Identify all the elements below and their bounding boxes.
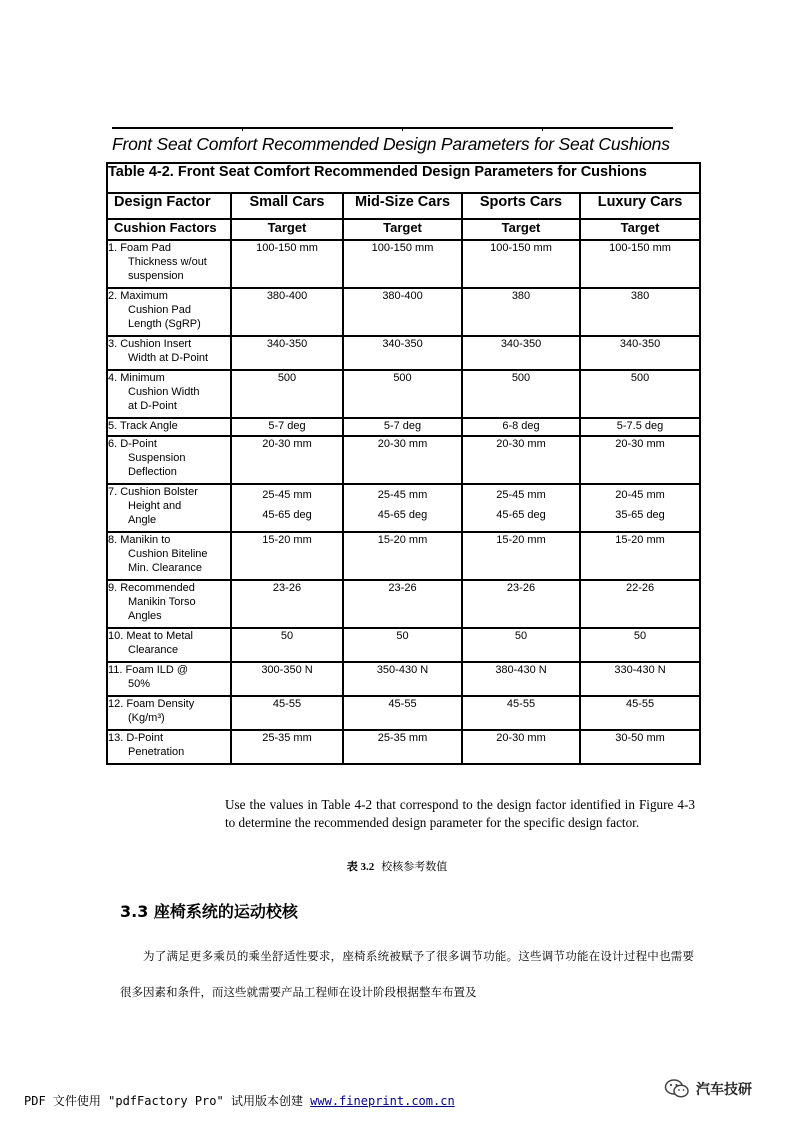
design-factor-label: 13. D-Point Penetration: [108, 732, 185, 759]
table-row: [107, 436, 700, 484]
design-factor-label: 7. Cushion Bolster Height and Angle: [108, 486, 198, 527]
column-header: Luxury Cars: [580, 193, 700, 219]
target-value-cell: 15-20 mm: [580, 532, 700, 580]
design-factor-label: 11. Foam ILD @ 50%: [108, 664, 189, 691]
table-row: [107, 418, 700, 436]
table-row: [107, 730, 700, 764]
target-value-cell: 25-35 mm: [343, 730, 462, 764]
table-row: [107, 336, 700, 370]
design-factor-label: 5. Track Angle: [108, 420, 178, 432]
column-header: Sports Cars: [462, 193, 580, 219]
table-row: [107, 484, 700, 532]
caption-text: 校核参考数值: [381, 860, 448, 873]
design-factor-cell: [107, 436, 231, 484]
target-value-cell: 5-7 deg: [343, 418, 462, 436]
target-label: Target: [580, 219, 700, 240]
target-value-cell: 100-150 mm: [462, 240, 580, 288]
target-value-cell: 380: [580, 288, 700, 336]
design-factor-cell: [107, 418, 231, 436]
table-row: [107, 580, 700, 628]
target-value-cell: 45-55: [462, 696, 580, 730]
design-factor-cell: [107, 628, 231, 662]
watermark: [664, 1078, 752, 1100]
target-value-cell: 380-430 N: [462, 662, 580, 696]
target-value-cell: 20-45 mm 35-65 deg: [580, 484, 700, 532]
target-value-cell: 100-150 mm: [231, 240, 343, 288]
target-value-cell: 25-35 mm: [231, 730, 343, 764]
table-row: [107, 288, 700, 336]
target-value-cell: 50: [343, 628, 462, 662]
design-factor-label: 10. Meat to Metal Clearance: [108, 630, 193, 657]
english-paragraph: Use the values in Table 4-2 that correspond to the design factor identified in Figure 4-3 to determine the recommended design parameter for the specific design factor.: [225, 797, 695, 830]
section-title: 3.3 座椅系统的运动校核: [120, 902, 298, 921]
column-header: Design Factor: [107, 193, 231, 219]
target-value-cell: 6-8 deg: [462, 418, 580, 436]
target-value-cell: 20-30 mm: [462, 730, 580, 764]
target-label: Target: [343, 219, 462, 240]
design-factor-cell: [107, 662, 231, 696]
target-value-cell: 340-350: [231, 336, 343, 370]
design-parameters-table: [106, 162, 701, 765]
design-factor-label: 6. D-Point Suspension Deflection: [108, 438, 186, 479]
design-factor-label: 2. Maximum Cushion Pad Length (SgRP): [108, 290, 201, 331]
table-caption: Table 4-2. Front Seat Comfort Recommended Design Parameters for Cushions: [107, 163, 700, 193]
target-value-cell: 15-20 mm: [231, 532, 343, 580]
page-heading: Front Seat Comfort Recommended Design Parameters for Seat Cushions: [112, 134, 670, 154]
target-value-cell: 500: [231, 370, 343, 418]
table-row: [107, 696, 700, 730]
footer-link[interactable]: www.fineprint.com.cn: [310, 1094, 455, 1108]
table-caption-cn: [0, 858, 794, 874]
table-row: [107, 532, 700, 580]
target-value-cell: 23-26: [343, 580, 462, 628]
target-value-cell: 5-7 deg: [231, 418, 343, 436]
target-label: Target: [462, 219, 580, 240]
target-value-cell: 340-350: [343, 336, 462, 370]
target-value-cell: 50: [462, 628, 580, 662]
watermark-text: 汽车技研: [696, 1082, 752, 1098]
design-factor-label: 8. Manikin to Cushion Biteline Min. Clearance: [108, 534, 208, 575]
design-factor-cell: [107, 370, 231, 418]
target-value-cell: 50: [231, 628, 343, 662]
design-factor-cell: [107, 288, 231, 336]
target-value-cell: 380-400: [231, 288, 343, 336]
target-value-cell: 20-30 mm: [231, 436, 343, 484]
design-factor-cell: [107, 730, 231, 764]
design-factor-label: 12. Foam Density (Kg/m³): [108, 698, 195, 725]
target-value-cell: 500: [580, 370, 700, 418]
design-factor-label: 1. Foam Pad Thickness w/out suspension: [108, 242, 207, 283]
target-value-cell: 23-26: [231, 580, 343, 628]
top-rule: [112, 127, 673, 129]
caption-label: 表 3.2: [346, 861, 375, 873]
target-value-cell: 300-350 N: [231, 662, 343, 696]
target-value-cell: 50: [580, 628, 700, 662]
target-value-cell: 20-30 mm: [580, 436, 700, 484]
target-value-cell: 25-45 mm 45-65 deg: [462, 484, 580, 532]
footer-text: PDF 文件使用 "pdfFactory Pro" 试用版本创建: [24, 1094, 311, 1108]
pdf-footer: [24, 1092, 455, 1109]
target-value-cell: 45-55: [580, 696, 700, 730]
target-value-cell: 20-30 mm: [343, 436, 462, 484]
target-value-cell: 500: [462, 370, 580, 418]
table-row: [107, 240, 700, 288]
wechat-icon: [664, 1078, 690, 1100]
design-factor-label: 3. Cushion Insert Width at D-Point: [108, 338, 209, 365]
target-value-cell: 330-430 N: [580, 662, 700, 696]
design-factor-cell: [107, 240, 231, 288]
target-value-cell: 5-7.5 deg: [580, 418, 700, 436]
target-value-cell: 15-20 mm: [462, 532, 580, 580]
target-value-cell: 350-430 N: [343, 662, 462, 696]
target-value-cell: 100-150 mm: [343, 240, 462, 288]
table-row: [107, 628, 700, 662]
target-value-cell: 20-30 mm: [462, 436, 580, 484]
target-value-cell: 15-20 mm: [343, 532, 462, 580]
target-value-cell: 500: [343, 370, 462, 418]
design-factor-cell: [107, 484, 231, 532]
target-value-cell: 340-350: [462, 336, 580, 370]
target-value-cell: 380: [462, 288, 580, 336]
design-factor-cell: [107, 532, 231, 580]
design-factor-cell: [107, 336, 231, 370]
target-value-cell: 25-45 mm 45-65 deg: [231, 484, 343, 532]
table-row: [107, 370, 700, 418]
target-value-cell: 30-50 mm: [580, 730, 700, 764]
target-value-cell: 100-150 mm: [580, 240, 700, 288]
table-row: [107, 662, 700, 696]
target-value-cell: 22-26: [580, 580, 700, 628]
column-header: Mid-Size Cars: [343, 193, 462, 219]
design-factor-label: 9. Recommended Manikin Torso Angles: [108, 582, 196, 623]
design-factor-cell: [107, 580, 231, 628]
target-value-cell: 23-26: [462, 580, 580, 628]
target-value-cell: 45-55: [231, 696, 343, 730]
target-value-cell: 340-350: [580, 336, 700, 370]
cushion-factors-label: Cushion Factors: [107, 219, 231, 240]
target-value-cell: 45-55: [343, 696, 462, 730]
target-label: Target: [231, 219, 343, 240]
target-value-cell: 380-400: [343, 288, 462, 336]
column-header: Small Cars: [231, 193, 343, 219]
target-value-cell: 25-45 mm 45-65 deg: [343, 484, 462, 532]
design-factor-cell: [107, 696, 231, 730]
design-factor-label: 4. Minimum Cushion Width at D-Point: [108, 372, 200, 413]
body-paragraph: 为了满足更多乘员的乘坐舒适性要求，座椅系统被赋予了很多调节功能。这些调节功能在设计过程中也需要很多因素和条件，而这些就需要产品工程师在设计阶段根据整车布置及: [120, 949, 694, 999]
